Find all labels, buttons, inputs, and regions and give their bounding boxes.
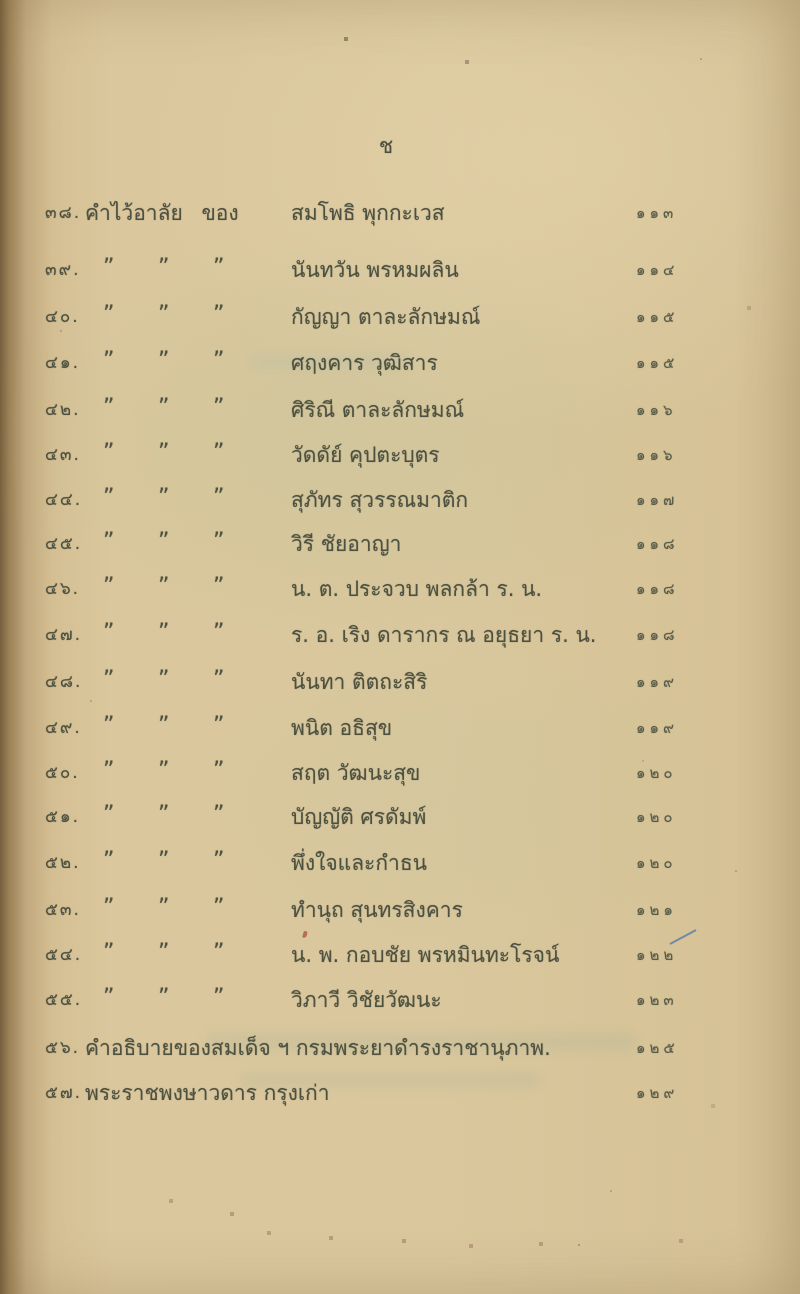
- entry-title: วิรี ชัยอาญา: [291, 532, 402, 556]
- ditto-mark: ”: [213, 529, 226, 554]
- entry-number: ๔๓.: [45, 445, 81, 465]
- entry-number: ๕๕.: [45, 990, 83, 1010]
- entry-title: กัญญา ตาละลักษมณ์: [291, 305, 481, 329]
- entry-page-number: ๑๒๒: [636, 946, 678, 964]
- entry-page-number: ๑๒๕: [636, 1039, 679, 1057]
- toc-row: [0, 438, 800, 474]
- toc-row: [0, 300, 800, 336]
- entry-number: ๔๔.: [45, 490, 83, 510]
- ditto-mark: ”: [103, 848, 116, 873]
- entry-title: วัดดัย์ คุปตะบุตร: [291, 443, 440, 467]
- paper-texture: [0, 0, 2, 2]
- toc-row: [0, 711, 800, 747]
- entry-page-number: ๑๑๙: [636, 673, 679, 691]
- entry-number: ๓๙.: [45, 260, 81, 280]
- entry-number: ๔๘.: [45, 672, 83, 692]
- ditto-mark: ”: [103, 713, 116, 738]
- entry-title: คำอธิบายของสมเด็จ ฯ กรมพระยาดำรงราชานุภาพ.: [85, 1036, 551, 1060]
- toc-row: [0, 196, 800, 232]
- ditto-mark: ”: [213, 940, 226, 965]
- ditto-mark: ”: [103, 758, 116, 783]
- entry-number: ๔๐.: [45, 307, 80, 327]
- ditto-mark: ”: [158, 529, 171, 554]
- entry-title: ทำนุถ สุนทรสิงคาร: [291, 898, 463, 922]
- toc-row: [0, 618, 800, 654]
- entry-page-number: ๑๑๖: [636, 401, 677, 419]
- entry-number: ๕๗.: [45, 1083, 83, 1103]
- toc-row: [0, 346, 800, 382]
- entry-number: ๔๖.: [45, 579, 81, 599]
- ditto-mark: ”: [213, 302, 226, 327]
- entry-title: สมโพธิ พุกกะเวส: [291, 201, 445, 225]
- ditto-mark: ”: [103, 574, 116, 599]
- ditto-mark: ”: [103, 302, 116, 327]
- entry-prefix: คำไว้อาลัย ของ: [85, 201, 239, 225]
- toc-row: [0, 1031, 800, 1067]
- entry-page-number: ๑๒๐: [636, 854, 677, 872]
- entry-title: น. พ. กอบชัย พรหมินทะโรจน์: [291, 943, 560, 967]
- ditto-mark: ”: [213, 667, 226, 692]
- toc-row: [0, 527, 800, 563]
- entry-title: นันทา ติตถะสิริ: [291, 670, 428, 694]
- ditto-mark: ”: [103, 440, 116, 465]
- ditto-mark: ”: [158, 940, 171, 965]
- entry-number: ๕๐.: [45, 763, 80, 783]
- toc-row: [0, 983, 800, 1019]
- ditto-mark: ”: [213, 713, 226, 738]
- entry-number: ๔๗.: [45, 625, 83, 645]
- entry-page-number: ๑๒๐: [636, 764, 677, 782]
- ditto-mark: ”: [158, 395, 171, 420]
- toc-row: [0, 1076, 800, 1112]
- entry-page-number: ๑๑๙: [636, 719, 679, 737]
- entry-page-number: ๑๑๓: [636, 204, 678, 222]
- entry-number: ๕๔.: [45, 945, 83, 965]
- entry-page-number: ๑๑๘: [636, 626, 679, 644]
- ditto-mark: ”: [158, 895, 171, 920]
- ditto-mark: ”: [158, 713, 171, 738]
- entry-page-number: ๑๒๙: [636, 1084, 679, 1102]
- ditto-mark: ”: [213, 255, 226, 280]
- ditto-mark: ”: [213, 985, 226, 1010]
- ditto-mark: ”: [213, 620, 226, 645]
- entry-page-number: ๑๒๓: [636, 991, 678, 1009]
- toc-row: [0, 800, 800, 836]
- toc-row: [0, 846, 800, 882]
- entry-number: ๔๕.: [45, 534, 83, 554]
- ditto-mark: ”: [158, 348, 171, 373]
- ditto-mark: ”: [103, 255, 116, 280]
- ditto-mark: ”: [213, 802, 226, 827]
- entry-number: ๕๑.: [45, 807, 81, 827]
- ditto-mark: ”: [213, 440, 226, 465]
- ditto-mark: ”: [103, 940, 116, 965]
- ditto-mark: ”: [103, 667, 116, 692]
- toc-row: [0, 893, 800, 929]
- entry-page-number: ๑๑๕: [636, 308, 679, 326]
- ditto-mark: ”: [103, 395, 116, 420]
- ditto-mark: ”: [158, 667, 171, 692]
- ditto-mark: ”: [158, 985, 171, 1010]
- entry-title: วิภาวี วิชัยวัฒนะ: [291, 988, 442, 1012]
- toc-row: [0, 938, 800, 974]
- ditto-mark: ”: [158, 440, 171, 465]
- entry-title: นันทวัน พรหมผลิน: [291, 258, 459, 282]
- ditto-mark: ”: [103, 895, 116, 920]
- entry-number: ๔๑.: [45, 353, 81, 373]
- ditto-mark: ”: [213, 485, 226, 510]
- ditto-mark: ”: [213, 848, 226, 873]
- entry-page-number: ๑๑๘: [636, 535, 679, 553]
- entry-page-number: ๑๒๐: [636, 808, 677, 826]
- toc-row: [0, 665, 800, 701]
- entry-title: บัญญัติ ศรดัมพ์: [291, 805, 427, 829]
- entry-number: ๕๒.: [45, 853, 81, 873]
- toc-row: [0, 253, 800, 289]
- entry-number: ๕๓.: [45, 900, 81, 920]
- entry-title: พนิต อธิสุข: [291, 716, 393, 740]
- entry-title: น. ต. ประจวบ พลกล้า ร. น.: [291, 577, 543, 601]
- entry-title: สุภัทร สุวรรณมาติก: [291, 488, 469, 512]
- entry-title: พึ่งใจและกำธน: [291, 851, 428, 875]
- ditto-mark: ”: [158, 574, 171, 599]
- page-number-header: ช: [378, 134, 394, 158]
- entry-title: สฤต วัฒนะสุข: [291, 761, 421, 785]
- entry-page-number: ๑๑๖: [636, 446, 677, 464]
- ditto-mark: ”: [158, 802, 171, 827]
- toc-row: [0, 483, 800, 519]
- ditto-mark: ”: [103, 620, 116, 645]
- entry-page-number: ๑๑๗: [636, 491, 679, 509]
- ditto-mark: ”: [213, 348, 226, 373]
- entry-number: ๔๒.: [45, 400, 81, 420]
- ditto-mark: ”: [103, 985, 116, 1010]
- entry-page-number: ๑๑๘: [636, 580, 679, 598]
- ditto-mark: ”: [158, 255, 171, 280]
- entry-title: พระราชพงษาวดาร กรุงเก่า: [85, 1081, 330, 1105]
- toc-row: [0, 393, 800, 429]
- ditto-mark: ”: [213, 895, 226, 920]
- ditto-mark: ”: [103, 802, 116, 827]
- ditto-mark: ”: [158, 758, 171, 783]
- entry-number: ๕๖.: [45, 1038, 81, 1058]
- ditto-mark: ”: [103, 485, 116, 510]
- entry-title: ศฤงคาร วุฒิสาร: [291, 351, 438, 375]
- entry-number: ๓๘.: [45, 203, 82, 223]
- entry-page-number: ๑๑๔: [636, 261, 679, 279]
- toc-row: [0, 572, 800, 608]
- entry-page-number: ๑๑๕: [636, 354, 679, 372]
- entry-title: ศิริณี ตาละลักษมณ์: [291, 398, 465, 422]
- ditto-mark: ”: [158, 302, 171, 327]
- entry-page-number: ๑๒๑: [636, 901, 677, 919]
- ditto-mark: ”: [213, 574, 226, 599]
- entry-title: ร. อ. เริง ดารากร ณ อยุธยา ร. น.: [291, 623, 597, 647]
- ditto-mark: ”: [213, 395, 226, 420]
- ditto-mark: ”: [158, 485, 171, 510]
- ditto-mark: ”: [103, 348, 116, 373]
- entry-number: ๔๙.: [45, 718, 82, 738]
- ditto-mark: ”: [103, 529, 116, 554]
- toc-row: [0, 756, 800, 792]
- ditto-mark: ”: [158, 620, 171, 645]
- ditto-mark: ”: [158, 848, 171, 873]
- ditto-mark: ”: [213, 758, 226, 783]
